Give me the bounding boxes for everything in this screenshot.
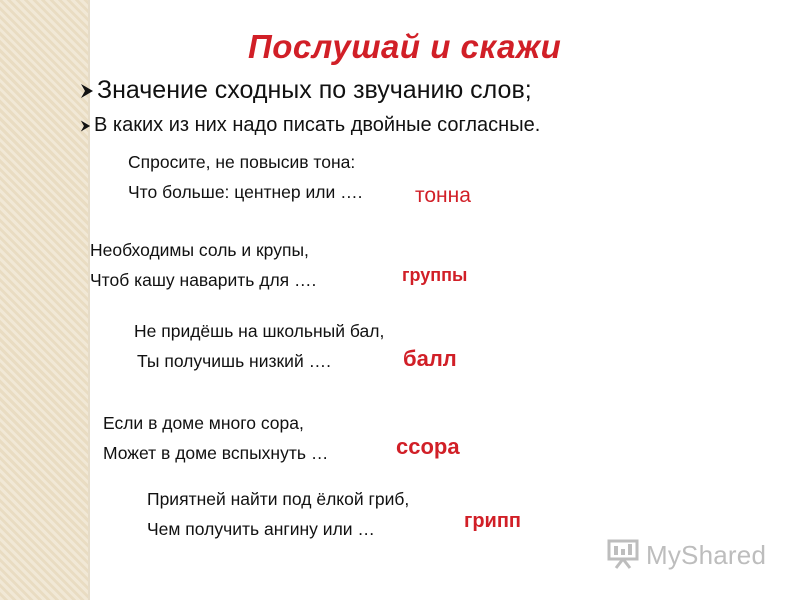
bullet-text-2: В каких из них надо писать двойные согласные. <box>94 114 541 136</box>
riddle-stanza-1 <box>128 147 363 207</box>
riddle-answer-4: ссора <box>396 434 460 459</box>
riddle-stanza-2 <box>90 235 316 295</box>
slide-title: Послушай и скажи <box>248 28 562 65</box>
riddle-line: Ты получишь низкий …. <box>137 351 331 371</box>
presentation-board-icon <box>606 536 640 575</box>
riddle-line: Если в доме много сора, <box>103 413 304 433</box>
riddle-line: Чем получить ангину или … <box>147 519 375 539</box>
riddle-line: Что больше: центнер или …. <box>128 182 363 202</box>
riddle-stanza-4 <box>103 408 328 468</box>
riddle-answer-3: балл <box>403 346 457 371</box>
bullet-item-2 <box>80 114 540 137</box>
riddle-line: Спросите, не повысив тона: <box>128 152 356 172</box>
riddle-stanza-3 <box>134 316 384 376</box>
watermark-text: MyShared <box>646 540 767 570</box>
decorative-side-strip <box>0 0 88 600</box>
arrow-bullet-icon <box>80 82 94 100</box>
riddle-line: Чтоб кашу наварить для …. <box>90 270 317 290</box>
riddle-line: Необходимы соль и крупы, <box>90 240 309 260</box>
myshared-watermark <box>606 536 766 575</box>
riddle-line: Приятней найти под ёлкой гриб, <box>147 489 410 509</box>
riddle-line: Может в доме вспыхнуть … <box>103 443 329 463</box>
bullet-text-1: Значение сходных по звучанию слов; <box>97 76 532 104</box>
riddle-answer-5: грипп <box>464 510 522 532</box>
riddle-line: Не придёшь на школьный бал, <box>134 321 385 341</box>
riddle-answer-1: тонна <box>415 184 471 207</box>
riddle-answer-2: группы <box>402 265 468 285</box>
arrow-bullet-icon <box>80 119 91 133</box>
riddle-stanza-5 <box>147 484 409 544</box>
bullet-item-1 <box>80 76 532 105</box>
